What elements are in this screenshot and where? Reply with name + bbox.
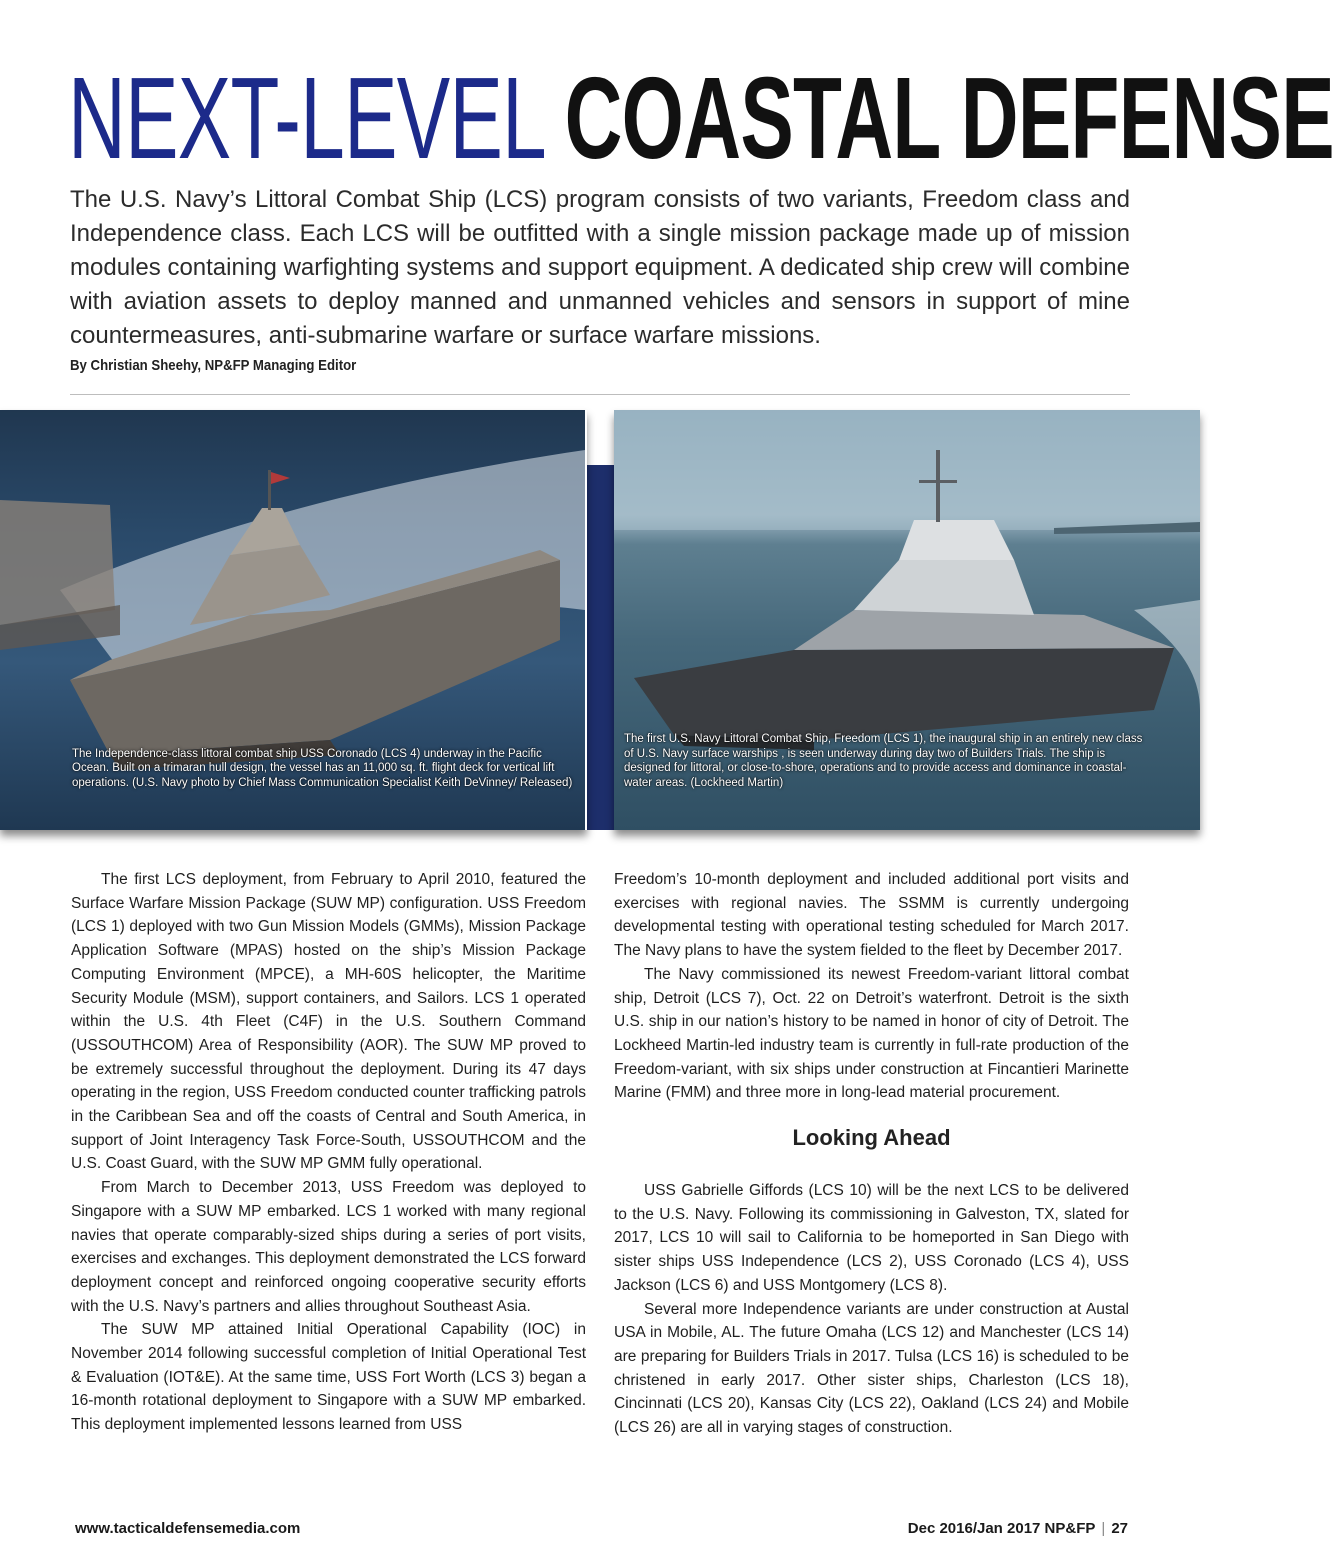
paragraph: USS Gabrielle Giffords (LCS 10) will be the next LCS to be delivered to the U.S. Navy. Following its commissioning in Galveston, TX, slated for 2017, LCS 10 will sail to California to be homeported in San Diego with sister ships USS Independence (LCS 2), USS Coronado (LCS 4), USS Jackson (LCS 6) and USS Montgomery (LCS 8). (614, 1182, 1129, 1294)
paragraph: Freedom’s 10-month deployment and included additional port visits and exercises with regional navies. The SSMM is currently undergoing developmental testing with operational testing scheduled for March 2017. The Navy plans to have the system fielded to the fleet by December 2017. (614, 871, 1129, 960)
paragraph: Several more Independence variants are under construction at Austal USA in Mobile, AL. The future Omaha (LCS 12) and Manchester (LCS 14) are preparing for Builders Trials in 2017. Tulsa (LCS 16) is scheduled to be christened in early 2017. Other sister ships, Charleston (LCS 18), Cincinnati (LCS 20), Kansas City (LCS 22), Oakland (LCS 24) and Mobile (LCS 26) are all in varying stages of construction. (614, 1300, 1129, 1437)
page-number: 27 (1111, 1520, 1128, 1537)
headline (68, 53, 1334, 183)
paragraph: The SUW MP attained Initial Operational Capability (IOC) in November 2014 following successful completion of Initial Operational Test & Evaluation (IOT&E). At the same time, USS Fort Worth (LCS 3) began a 16-month rotational deployment to Singapore with a SUW MP embarked. This deployment implemented lessons learned from USS (71, 1321, 586, 1434)
footer-issue-info (908, 1520, 1128, 1537)
footer-issue: Dec 2016/Jan 2017 NP&FP (907, 1520, 1096, 1537)
headline-part2: COASTAL DEFENSE (564, 53, 1334, 183)
photo-uss-freedom (614, 410, 1200, 830)
photo-uss-coronado (0, 410, 587, 830)
divider-rule (70, 394, 1130, 395)
footer-separator: | (1101, 1520, 1106, 1537)
body-column-right (614, 868, 1129, 1440)
body-column-left (71, 868, 586, 1437)
section-heading: Looking Ahead (792, 1125, 951, 1151)
paragraph: From March to December 2013, USS Freedom was deployed to Singapore with a SUW MP embarked. LCS 1 worked with many regional navies that operate comparably-sized ships during a series of port visits, exercises and exchanges. This deployment demonstrated the LCS forward deployment concept and reinforced ongoing cooperative security efforts with the U.S. Navy’s partners and allies throughout Southeast Asia. (71, 1179, 586, 1315)
byline: By Christian Sheehy, NP&FP Managing Editor (70, 357, 357, 374)
photo-band (0, 410, 1200, 840)
paragraph: The Navy commissioned its newest Freedom-variant littoral combat ship, Detroit (LCS 7), Oct. 22 on Detroit’s waterfront. Detroit is the sixth U.S. ship in our nation’s history to be named in honor of city of Detroit. The Lockheed Martin-led industry team is currently in full-rate production of the Freedom-variant, with six ships under construction at Fincantieri Marinette Marine (FMM) and three more in long-lead material procurement. (614, 965, 1129, 1102)
headline-part1: NEXT-LEVEL (68, 53, 544, 183)
photo-caption-right: The first U.S. Navy Littoral Combat Ship, Freedom (LCS 1), the inaugural ship in an entirely new class of U.S. Navy surface warships , is seen underway during day two of Builders Trials. The ship is designed for littoral, or close-to-shore, operations and to provide access and dominance in coastal-water areas. (Lockheed Martin) (624, 733, 1143, 789)
accent-bar (585, 465, 615, 830)
paragraph: The first LCS deployment, from February to April 2010, featured the Surface Warfare Mission Package (SUW MP) configuration. USS Freedom (LCS 1) deployed with two Gun Mission Models (GMMs), Mission Package Application Software (MPAS) hosted on the ship’s Mission Package Computing Environment (MPCE), a MH-60S helicopter, the Maritime Security Module (MSM), support containers, and Sailors. LCS 1 operated within the U.S. 4th Fleet (C4F) in the U.S. Southern Command (USSOUTHCOM) Area of Responsibility (AOR). The SUW MP proved to be extremely successful throughout the deployment. During its 47 days operating in the region, USS Freedom conducted counter trafficking patrols in the Caribbean Sea and off the coasts of Central and South America, in support of Joint Interagency Task Force-South, USSOUTHCOM and the U.S. Coast Guard, with the SUW MP GMM fully operational. (71, 871, 586, 1173)
footer-website: www.tacticaldefensemedia.com (75, 1520, 301, 1537)
photo-caption-left: The Independence-class littoral combat ship USS Coronado (LCS 4) underway in the Pacific Ocean. Built on a trimaran hull design, the vessel has an 11,000 sq. ft. flight deck for vertical lift operations. (U.S. Navy photo by Chief Mass Communication Specialist Keith DeVinney/ Released) (72, 747, 573, 789)
deck-intro: The U.S. Navy’s Littoral Combat Ship (LCS) program consists of two variants, Freedom class and Independence class. Each LCS will be outfitted with a single mission package made up of mission modules containing warfighting systems and support equipment. A dedicated ship crew will combine with aviation assets to deploy manned and unmanned vehicles and sensors in support of mine countermeasures, anti-submarine warfare or surface warfare missions. (70, 186, 1130, 349)
